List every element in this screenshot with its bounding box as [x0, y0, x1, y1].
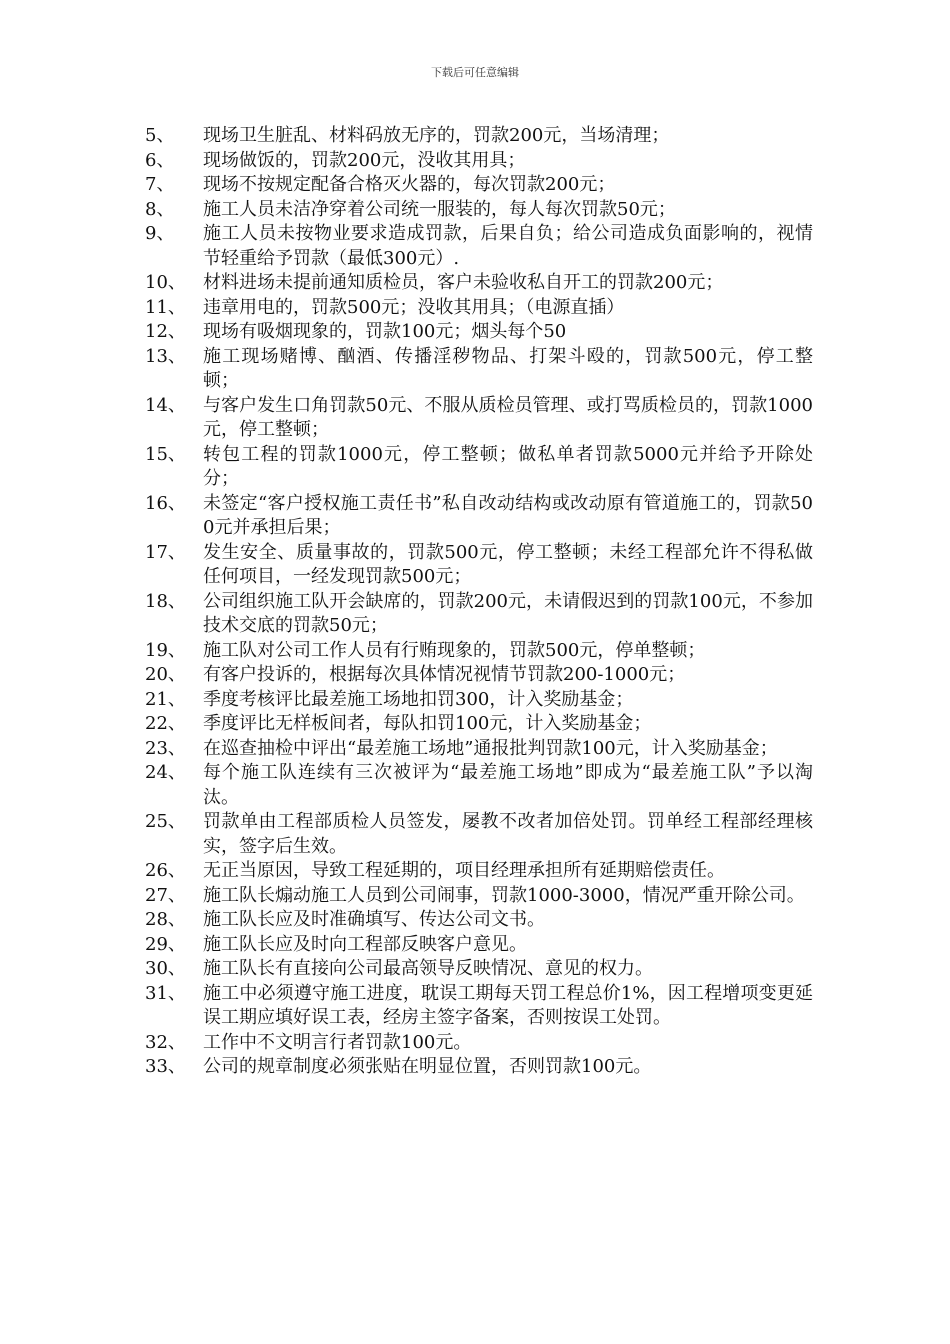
- rules-list: [145, 124, 813, 1080]
- rule-number: 22、: [145, 713, 186, 734]
- rule-text: 现场有吸烟现象的，罚款100元；烟头每个50: [203, 321, 567, 342]
- rule-text: 施工人员未按物业要求造成罚款，后果自负；给公司造成负面影响的，视情节轻重给予罚款（最低300元）.: [203, 223, 813, 269]
- rule-text: 工作中不文明言行者罚款100元。: [203, 1031, 472, 1053]
- rule-number: 32、: [145, 1031, 186, 1053]
- rule-text: 公司的规章制度必须张贴在明显位置，否则罚款100元。: [203, 1056, 652, 1077]
- rule-text: 与客户发生口角罚款50元、不服从质检员管理、或打骂质检员的，罚款1000元，停工整顿；: [203, 394, 813, 440]
- rule-item: [145, 810, 813, 859]
- rule-item: [145, 222, 813, 271]
- rule-item: [145, 1031, 813, 1056]
- rule-item: [145, 394, 813, 443]
- rule-text: 发生安全、质量事故的，罚款500元，停工整顿；未经工程部允许不得私做任何项目，一经发现罚款500元；: [203, 541, 813, 587]
- rule-number: 11、: [145, 296, 186, 318]
- rule-number: 27、: [145, 884, 186, 906]
- rule-text: 罚款单由工程部质检人员签发，屡教不改者加倍处罚。罚单经工程部经理核实，签字后生效。: [203, 811, 813, 857]
- rule-item: [145, 541, 813, 590]
- rule-item: [145, 296, 813, 321]
- rule-text: 施工队对公司工作人员有行贿现象的，罚款500元，停单整顿；: [203, 639, 706, 661]
- rule-item: [145, 688, 813, 713]
- rule-number: 28、: [145, 909, 186, 930]
- rule-text: 现场做饭的，罚款200元，没收其用具；: [203, 149, 526, 171]
- rule-number: 24、: [145, 762, 186, 783]
- rule-number: 26、: [145, 860, 186, 881]
- rule-number: 13、: [145, 345, 186, 367]
- rule-item: [145, 884, 813, 909]
- rule-item: [145, 149, 813, 174]
- rule-number: 14、: [145, 394, 186, 416]
- rule-text: 未签定“客户授权施工责任书”私自改动结构或改动原有管道施工的，罚款500元并承担后果；: [203, 492, 813, 538]
- rule-number: 30、: [145, 958, 186, 979]
- rule-number: 33、: [145, 1056, 186, 1077]
- rule-text: 违章用电的，罚款500元；没收其用具；（电源直插）: [203, 296, 625, 318]
- rule-item: [145, 320, 813, 345]
- rule-number: 16、: [145, 492, 186, 514]
- rule-text: 现场卫生脏乱、材料码放无序的，罚款200元，当场清理；: [203, 125, 670, 146]
- rule-number: 8、: [145, 198, 175, 220]
- rule-item: [145, 957, 813, 982]
- rule-item: [145, 761, 813, 810]
- rule-item: [145, 492, 813, 541]
- rule-item: [145, 663, 813, 688]
- rule-text: 施工中必须遵守施工进度，耽误工期每天罚工程总价1%，因工程增项变更延误工期应填好误工表，经房主签字备案，否则按误工处罚。: [203, 982, 813, 1028]
- rule-item: [145, 933, 813, 958]
- rule-text: 施工队长应及时向工程部反映客户意见。: [203, 933, 527, 955]
- rule-item: [145, 737, 813, 762]
- rule-item: [145, 982, 813, 1031]
- rule-text: 季度考核评比最差施工场地扣罚300，计入奖励基金；: [203, 688, 634, 710]
- rule-number: 21、: [145, 688, 186, 710]
- rule-number: 29、: [145, 933, 186, 955]
- rule-text: 材料进场未提前通知质检员，客户未验收私自开工的罚款200元；: [203, 272, 724, 293]
- rule-number: 6、: [145, 149, 175, 171]
- rule-item: [145, 271, 813, 296]
- rule-item: [145, 198, 813, 223]
- rule-number: 7、: [145, 174, 175, 195]
- rule-item: [145, 1055, 813, 1080]
- rule-item: [145, 443, 813, 492]
- rule-text: 施工人员未洁净穿着公司统一服装的，每人每次罚款50元；: [203, 198, 676, 220]
- rule-text: 施工队长有直接向公司最高领导反映情况、意见的权力。: [203, 958, 653, 979]
- page-header-note: 下载后可任意编辑: [431, 66, 519, 79]
- rule-number: 19、: [145, 639, 186, 661]
- rule-text: 施工队长应及时准确填写、传达公司文书。: [203, 909, 545, 930]
- rule-item: [145, 345, 813, 394]
- rule-text: 有客户投诉的，根据每次具体情况视情节罚款200-1000元；: [203, 664, 686, 685]
- rule-text: 施工现场赌博、酗酒、传播淫秽物品、打架斗殴的，罚款500元，停工整顿；: [203, 345, 813, 391]
- rule-number: 18、: [145, 590, 186, 612]
- rule-number: 15、: [145, 443, 186, 465]
- rule-number: 10、: [145, 272, 186, 293]
- rule-text: 现场不按规定配备合格灭火器的，每次罚款200元；: [203, 174, 616, 195]
- rule-text: 公司组织施工队开会缺席的，罚款200元，未请假迟到的罚款100元，不参加技术交底的罚款50元；: [203, 590, 813, 636]
- rule-item: [145, 124, 813, 149]
- rule-text: 无正当原因，导致工程延期的，项目经理承担所有延期赔偿责任。: [203, 860, 725, 881]
- rule-number: 12、: [145, 321, 186, 342]
- rule-item: [145, 859, 813, 884]
- rule-number: 9、: [145, 223, 175, 244]
- rule-number: 17、: [145, 541, 186, 563]
- rule-item: [145, 639, 813, 664]
- rule-item: [145, 908, 813, 933]
- rule-item: [145, 590, 813, 639]
- rule-text: 季度评比无样板间者，每队扣罚100元，计入奖励基金；: [203, 713, 652, 734]
- rule-text: 每个施工队连续有三次被评为“最差施工场地”即成为“最差施工队”予以淘汰。: [203, 762, 813, 808]
- rule-text: 施工队长煽动施工人员到公司闹事，罚款1000-3000，情况严重开除公司。: [203, 884, 805, 906]
- rule-text: 在巡查抽检中评出“最差施工场地”通报批判罚款100元，计入奖励基金；: [203, 737, 778, 759]
- rule-item: [145, 173, 813, 198]
- rule-text: 转包工程的罚款1000元，停工整顿；做私单者罚款5000元并给予开除处分；: [203, 443, 813, 489]
- rule-number: 31、: [145, 982, 186, 1004]
- rule-number: 25、: [145, 811, 186, 832]
- rule-number: 20、: [145, 664, 186, 685]
- rule-number: 5、: [145, 125, 175, 146]
- rule-number: 23、: [145, 737, 186, 759]
- rule-item: [145, 712, 813, 737]
